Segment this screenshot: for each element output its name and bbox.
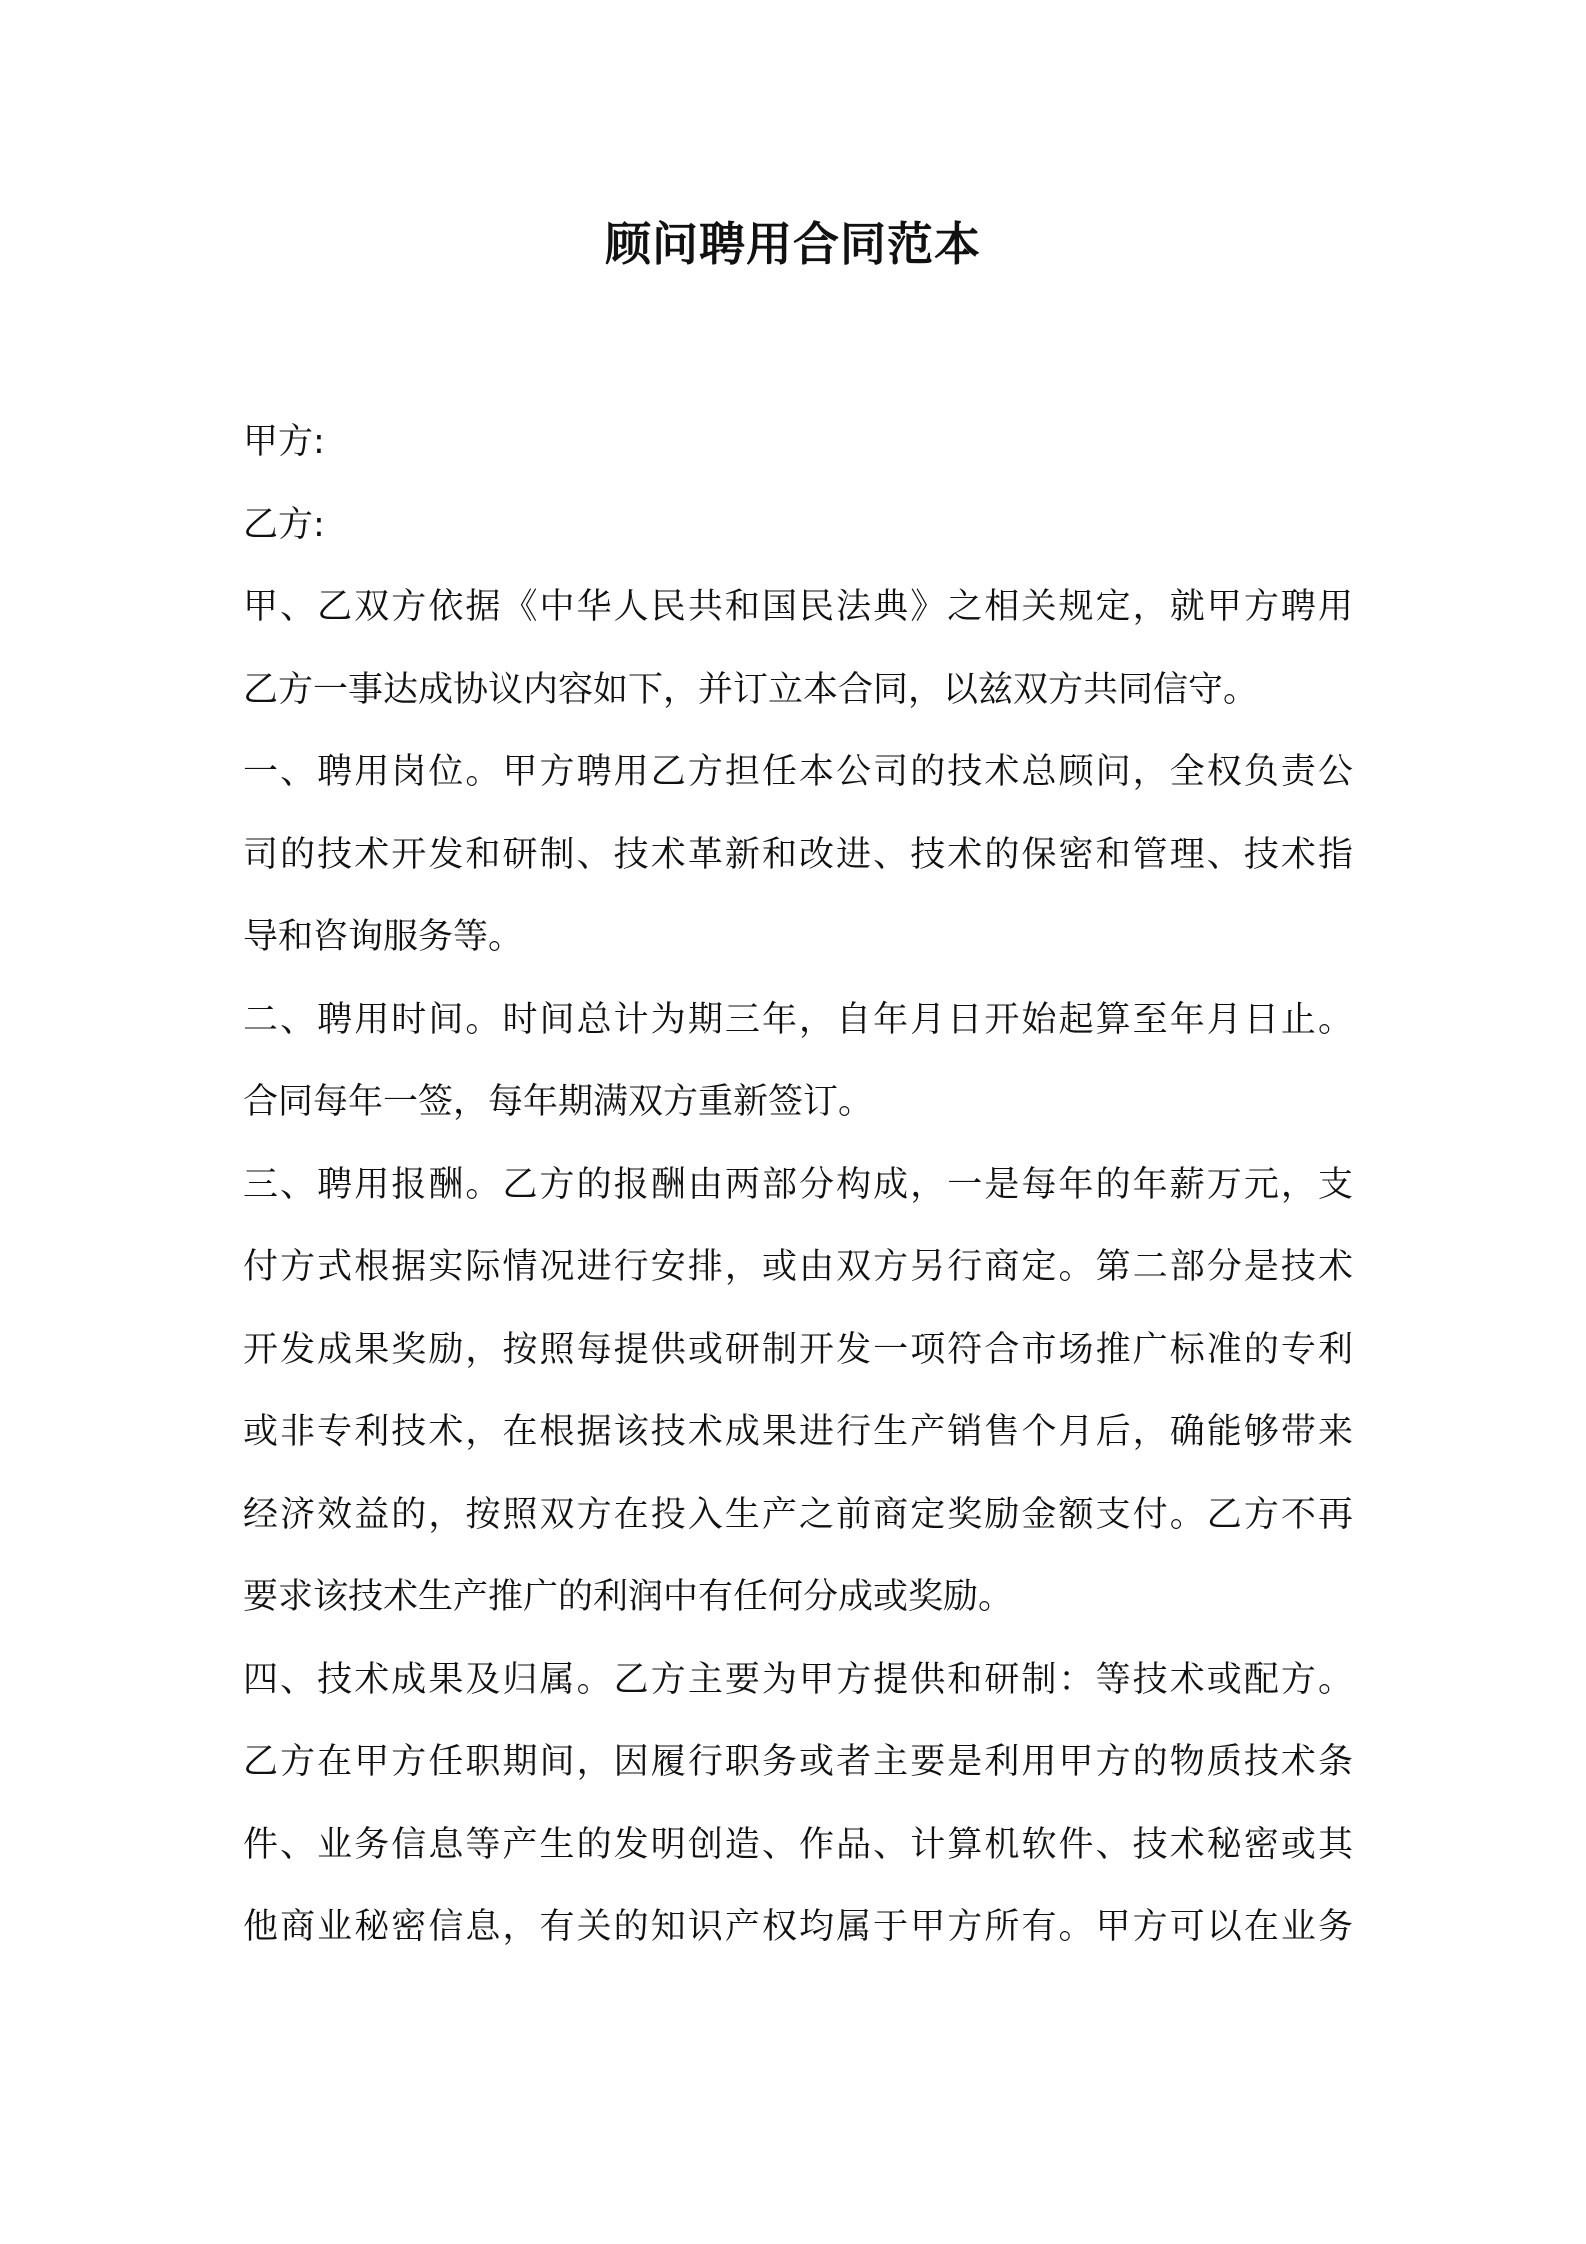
paragraph-line: 付方式根据实际情况进行安排，或由双方另行商定。第二部分是技术 xyxy=(243,1247,1353,1287)
paragraph-line: 合同每年一签，每年期满双方重新签订。 xyxy=(243,1082,874,1122)
paragraph-line: 或非专利技术，在根据该技术成果进行生产销售个月后，确能够带来 xyxy=(243,1412,1353,1452)
paragraph-line: 导和咨询服务等。 xyxy=(243,917,524,957)
paragraph-line: 一、聘用岗位。甲方聘用乙方担任本公司的技术总顾问，全权负责公 xyxy=(243,752,1353,792)
paragraph-line: 乙方在甲方任职期间，因履行职务或者主要是利用甲方的物质技术条 xyxy=(243,1742,1353,1782)
paragraph-line: 经济效益的，按照双方在投入生产之前商定奖励金额支付。乙方不再 xyxy=(243,1495,1353,1535)
party-a-line: 甲方: xyxy=(243,422,325,462)
paragraph-line: 四、技术成果及归属。乙方主要为甲方提供和研制：等技术或配方。 xyxy=(243,1660,1353,1700)
paragraph-line: 甲、乙双方依据《中华人民共和国民法典》之相关规定，就甲方聘用 xyxy=(243,587,1353,627)
paragraph-line: 件、业务信息等产生的发明创造、作品、计算机软件、技术秘密或其 xyxy=(243,1825,1353,1865)
party-b-line: 乙方: xyxy=(243,505,325,545)
paragraph-line: 要求该技术生产推广的利润中有任何分成或奖励。 xyxy=(243,1577,1014,1617)
document-title: 顾问聘用合同范本 xyxy=(605,217,981,271)
paragraph-line: 二、聘用时间。时间总计为期三年，自年月日开始起算至年月日止。 xyxy=(243,1000,1353,1040)
paragraph-line: 司的技术开发和研制、技术革新和改进、技术的保密和管理、技术指 xyxy=(243,835,1353,875)
paragraph-line: 三、聘用报酬。乙方的报酬由两部分构成，一是每年的年薪万元，支 xyxy=(243,1165,1353,1205)
paragraph-line: 乙方一事达成协议内容如下，并订立本合同，以兹双方共同信守。 xyxy=(243,670,1259,710)
paragraph-line: 他商业秘密信息，有关的知识产权均属于甲方所有。甲方可以在业务 xyxy=(243,1907,1353,1947)
paragraph-line: 开发成果奖励，按照每提供或研制开发一项符合市场推广标准的专利 xyxy=(243,1330,1353,1370)
